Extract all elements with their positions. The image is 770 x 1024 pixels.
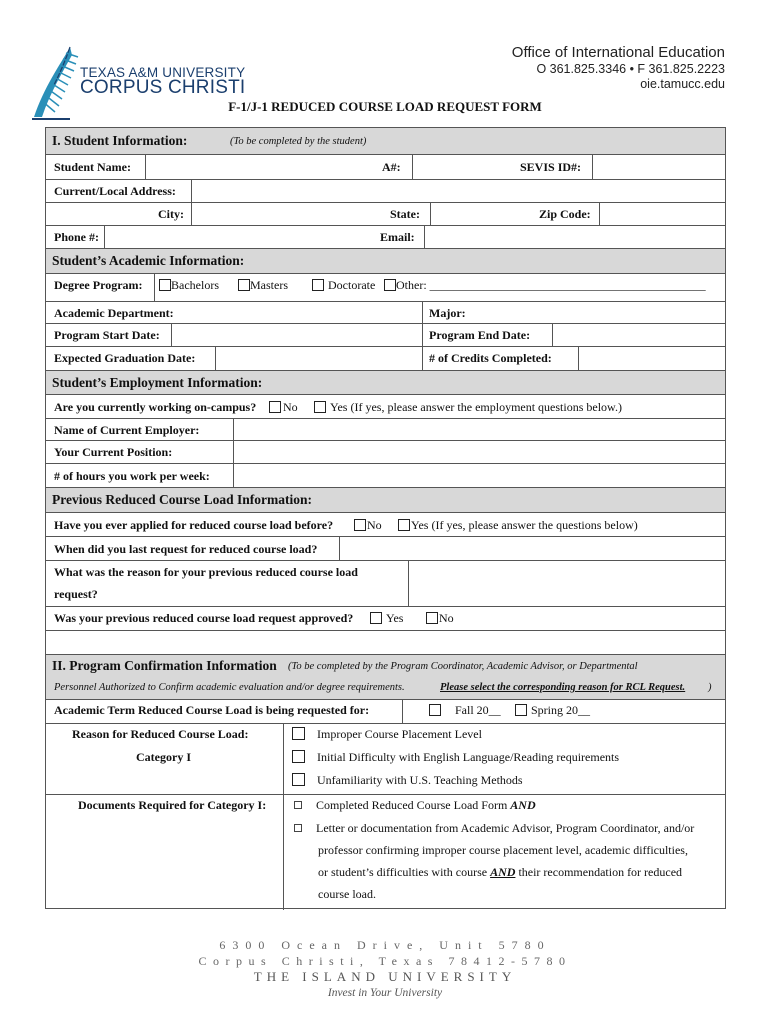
section2-note-a: (To be completed by the Program Coordinator, Academic Advisor, or Departmental [288,661,638,672]
reason2-checkbox[interactable] [292,750,305,763]
option-doctorate[interactable]: Doctorate [312,278,375,293]
employment-title: Student’s Employment Information: [52,375,263,390]
section1-title: I. Student Information: [52,133,188,148]
office-phone: O 361.825.3346 • F 361.825.2223 [536,62,725,76]
working-question: Are you currently working on-campus? [54,400,257,414]
rcl-form [45,127,726,909]
last-request-row [46,537,725,561]
spacer-row [46,631,725,655]
doc2-line-d: course load. [318,887,376,901]
section1-header [46,128,725,155]
applied-before-row [46,513,725,537]
degree-options [154,274,727,301]
working-no-checkbox[interactable] [269,401,281,413]
credits-cell [422,347,578,370]
doc2-line-b: professor confirming improper course placement level, academic difficulties, [318,843,688,857]
applied-before-question: Have you ever applied for reduced course load before? [54,518,334,532]
student-name-label: Student Name: [54,160,131,174]
other-checkbox[interactable] [384,279,396,291]
student-name-field[interactable] [145,155,353,179]
start-date-field[interactable] [171,324,422,346]
doc2-line-c: or student’s difficulties with course AND their recommendation for reduced [318,865,683,879]
address-field[interactable] [191,180,727,202]
working-no-option[interactable]: No [269,400,298,415]
zip-field[interactable] [599,203,727,225]
approved-no-option[interactable]: No [426,611,454,626]
form-title: F-1/J-1 REDUCED COURSE LOAD REQUEST FORM [228,99,542,114]
address-label: Current/Local Address: [54,184,176,198]
academic-header [46,249,725,274]
city-row [46,203,725,226]
approved-question: Was your previous reduced course load request approved? [54,611,354,625]
reason1-checkbox[interactable] [292,727,305,740]
option-bachelors[interactable]: Bachelors [159,278,219,293]
footer-motto: THE ISLAND UNIVERSITY [253,969,517,984]
degree-program-label: Degree Program: [54,278,143,292]
logo-text-campus: CORPUS CHRISTI [80,77,246,98]
applied-yes-option[interactable]: Yes (If yes, please answer the questions below) [398,518,638,533]
option-other[interactable]: Other: ______________________________________________ [384,278,706,293]
applied-no-option[interactable]: No [354,518,382,533]
previous-reason-row [46,561,725,607]
section2-note-d: ) [708,682,712,693]
section1-note: (To be completed by the student) [230,136,367,147]
reason2-option[interactable]: Initial Difficulty with English Language/Reading requirements [292,750,619,765]
previous-reason-label-b: request? [54,587,98,601]
working-yes-option[interactable]: Yes (If yes, please answer the employment questions below.) [314,400,622,415]
office-website: oie.tamucc.edu [640,77,725,91]
reason3-checkbox[interactable] [292,773,305,786]
start-date-label: Program Start Date: [54,328,160,342]
city-label: City: [158,207,184,221]
sevis-id-label: SEVIS ID#: [520,160,582,174]
department-row [46,302,725,324]
employer-label: Name of Current Employer: [54,423,200,437]
doctorate-checkbox[interactable] [312,279,324,291]
bachelors-checkbox[interactable] [159,279,171,291]
term-options [402,700,727,723]
grad-date-field[interactable] [215,347,422,370]
department-label: Academic Department: [54,306,174,320]
a-number-label: A#: [382,160,401,174]
state-label: State: [390,207,420,221]
doc1-item[interactable]: Completed Reduced Course Load Form AND [294,798,536,813]
previous-reason-label-a: What was the reason for your previous reduced course load [54,565,358,579]
email-field[interactable] [424,226,727,248]
documents-label: Documents Required for Category I: [78,798,267,812]
a-number-field[interactable] [412,155,512,179]
phone-field[interactable] [104,226,374,248]
documents-row [46,795,725,910]
email-label: Email: [380,230,415,244]
employment-header [46,371,725,395]
spring-checkbox[interactable] [515,704,527,716]
applied-yes-checkbox[interactable] [398,519,410,531]
credits-label: # of Credits Completed: [429,351,552,365]
approved-row [46,607,725,631]
grad-date-label: Expected Graduation Date: [54,351,196,365]
last-request-label: When did you last request for reduced course load? [54,542,318,556]
footer-address-line1: 6300 Ocean Drive, Unit 5780 [219,938,551,952]
office-contact-block [512,44,725,91]
section2-note-c: Please select the corresponding reason for RCL Request. [440,682,686,693]
sevis-id-field[interactable] [592,155,727,179]
department-field[interactable] [422,302,727,323]
employer-field[interactable] [233,419,727,440]
academic-title: Student’s Academic Information: [52,253,245,268]
major-label: Major: [429,306,466,320]
phone-row [46,226,725,249]
spring-option[interactable]: Spring 20__ [515,703,590,718]
section2-header [46,655,725,700]
last-request-field[interactable] [339,537,727,560]
fall-checkbox[interactable] [429,704,441,716]
city-field[interactable] [191,203,387,225]
hours-row [46,464,725,488]
address-row [46,180,725,203]
reason3-option[interactable]: Unfamiliarity with U.S. Teaching Methods [292,773,523,788]
reason1-option[interactable]: Improper Course Placement Level [292,727,482,742]
footer-tagline: Invest in Your University [327,987,443,999]
zip-label: Zip Code: [539,207,591,221]
degree-program-row [46,274,725,302]
approved-no-checkbox[interactable] [426,612,438,624]
hours-field[interactable] [233,464,727,487]
position-row [46,441,725,464]
footer-address-line2: Corpus Christi, Texas 78412-5780 [198,954,572,968]
logo-text-university: TEXAS A&M UNIVERSITY [80,65,246,80]
term-label: Academic Term Reduced Course Load is being requested for: [54,703,370,717]
fall-option[interactable]: Fall 20__ [429,703,501,718]
doc2-checkbox[interactable] [294,824,302,832]
applied-no-checkbox[interactable] [354,519,366,531]
section2-note-b: Personnel Authorized to Confirm academic evaluation and/or degree requirements. [54,682,405,693]
option-masters[interactable]: Masters [238,278,288,293]
end-date-label: Program End Date: [429,328,531,342]
phone-label: Phone #: [54,230,99,244]
section2-title: II. Program Confirmation Information [52,658,277,673]
term-row [46,700,725,724]
end-date-cell [422,324,552,346]
category-label: Category I [136,750,191,764]
working-yes-checkbox[interactable] [314,401,326,413]
masters-checkbox[interactable] [238,279,250,291]
previous-title: Previous Reduced Course Load Information: [52,492,313,507]
position-field[interactable] [233,441,727,463]
employer-row [46,419,725,441]
hours-label: # of hours you work per week: [54,469,210,483]
previous-reason-field[interactable] [408,561,727,606]
reason-row [46,724,725,795]
doc1-checkbox[interactable] [294,801,302,809]
previous-header [46,488,725,513]
office-name: Office of International Education [511,44,725,61]
doc2-item[interactable]: Letter or documentation from Academic Advisor, Program Coordinator, and/or [294,821,694,836]
approved-yes-checkbox[interactable] [370,612,382,624]
approved-yes-option[interactable]: Yes [370,611,403,626]
program-dates-row [46,324,725,347]
credits-field[interactable] [578,347,727,370]
working-row [46,395,725,419]
documents-list [283,795,727,910]
reason-options [283,724,727,794]
graduation-row [46,347,725,371]
state-field[interactable] [430,203,512,225]
position-label: Your Current Position: [54,445,173,459]
student-name-row [46,155,725,180]
end-date-field[interactable] [552,324,727,346]
reason-label: Reason for Reduced Course Load: [72,727,249,741]
